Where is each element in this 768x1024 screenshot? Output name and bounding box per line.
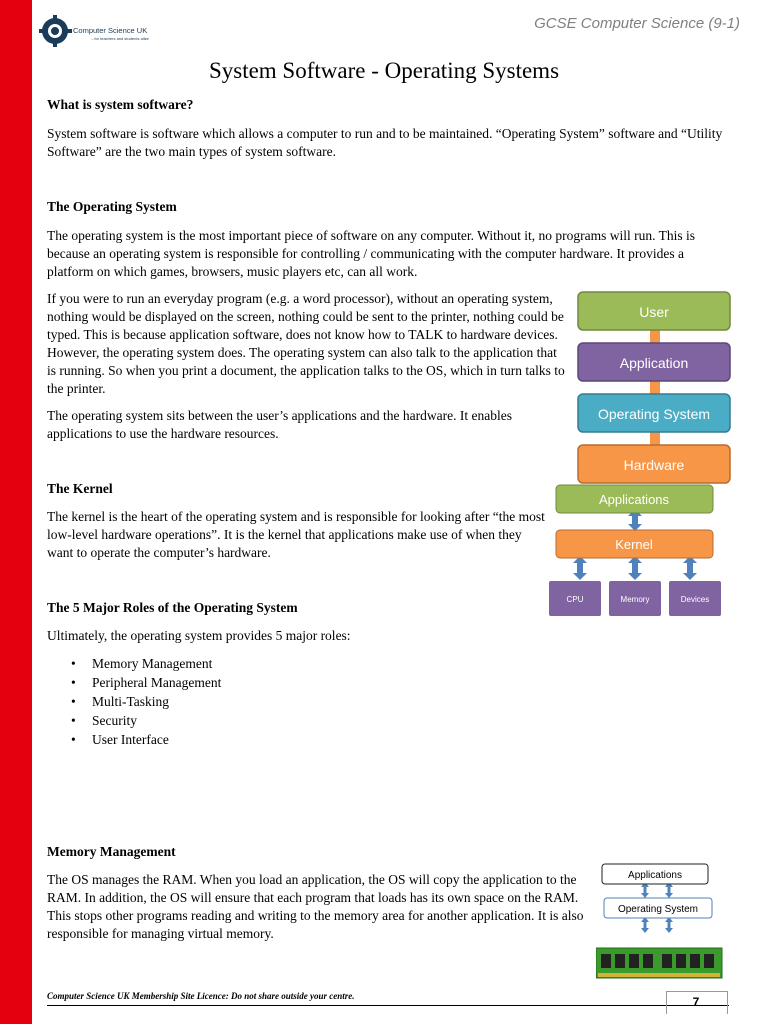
memory-arrow	[665, 917, 673, 933]
logo-tagline: ...for teachers and students alike	[91, 36, 149, 41]
paragraph-os-2: If you were to run an everyday program (e.g. a word processor), without an operating system, nothing would be displayed on the screen, nothing could be sent to the printer, nothing could be typed. This is because application software, does not know how to TALK to hardware devices. However, the operating system does. The operating system can also talk to the application that is running. So when you print a document, the application talks to the OS, which in turn talks to the printer.	[47, 291, 565, 396]
roles-list-item: • Security	[47, 712, 221, 731]
roles-list-item: • Memory Management	[47, 655, 221, 674]
memory-diagram	[596, 862, 726, 980]
paragraph-os-1: The operating system is the most important piece of software on any computer. Without it, no programs will run. This is because an operating system is responsible for controlling / communicating with the computer hardware. It provides a platform on which games, browsers, music players etc, can all work.	[47, 228, 695, 279]
footer-licence: Computer Science UK Membership Site Licence: Do not share outside your centre.	[47, 991, 355, 1001]
logo	[39, 15, 169, 47]
logo-emblem-icon	[39, 15, 73, 47]
kernel-diagram	[548, 483, 723, 618]
ram-stick-icon	[596, 948, 722, 978]
paragraph-memory: The OS manages the RAM. When you load an application, the OS will copy the application to the RAM. In addition, the OS will ensure that each program that loads has its own space on the RAM. This stops other programs reading and writing to the memory area for another application. It is also responsible for managing virtual memory.	[47, 872, 584, 941]
layer-user-label: User	[639, 304, 669, 320]
kernel-applications-label: Applications	[598, 492, 670, 507]
layer-os-label: Operating System	[597, 406, 711, 422]
heading-roles: The 5 Major Roles of the Operating System	[47, 600, 298, 615]
paragraph-system-software: System software is software which allows a computer to run and to be maintained. “Operating System” software and “Utility Software” are the two main types of system software.	[47, 126, 723, 159]
footer-divider	[47, 1005, 729, 1006]
roles-list-item: • Peripheral Management	[47, 674, 221, 693]
paragraph-os-3: The operating system sits between the user’s applications and the hardware. It enables applications to use the hardware resources.	[47, 408, 512, 441]
paragraph-kernel: The kernel is the heart of the operating system and is responsible for looking after “the most low-level hardware operations”. It is the kernel that applications make use of when they want to operate the computer’s hardware.	[47, 509, 545, 560]
roles-list	[47, 655, 221, 750]
logo-brand-text: Computer Science UK	[73, 26, 148, 35]
kernel-arrow	[573, 556, 587, 580]
layer-hardware-label: Hardware	[623, 457, 685, 473]
kernel-arrow	[628, 556, 642, 580]
roles-list-item: • Multi-Tasking	[47, 693, 221, 712]
device-cpu-label: CPU	[566, 595, 584, 604]
course-label: GCSE Computer Science (9-1)	[534, 15, 740, 32]
memory-applications-label: Applications	[628, 870, 682, 881]
heading-memory-management: Memory Management	[47, 844, 176, 859]
page-number: 7	[692, 995, 700, 1009]
layer-application-label: Application	[619, 355, 689, 371]
memory-os-label: Operating System	[617, 904, 699, 915]
heading-operating-system: The Operating System	[47, 199, 177, 214]
os-layers-diagram	[575, 290, 735, 485]
heading-system-software: What is system software?	[47, 97, 194, 112]
device-memory-label: Memory	[620, 595, 650, 604]
roles-list-item: • User Interface	[47, 731, 221, 750]
page-title: System Software - Operating Systems	[208, 58, 560, 83]
device-devices-label: Devices	[680, 595, 710, 604]
kernel-arrow	[683, 556, 697, 580]
roles-intro: Ultimately, the operating system provides 5 major roles:	[47, 628, 351, 643]
kernel-label: Kernel	[615, 537, 653, 552]
red-margin-strip	[0, 0, 32, 1024]
heading-kernel: The Kernel	[47, 481, 113, 496]
memory-arrow	[641, 917, 649, 933]
